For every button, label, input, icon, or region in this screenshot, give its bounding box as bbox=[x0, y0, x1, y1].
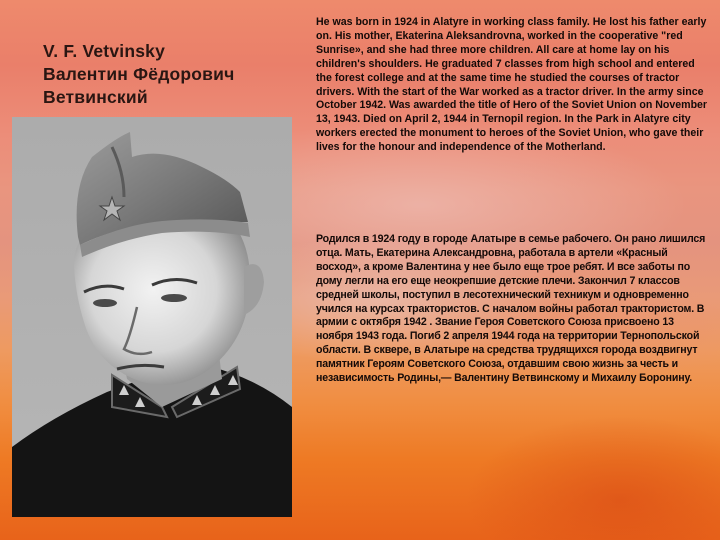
biography-russian: Родился в 1924 году в городе Алатыре в семье рабочего. Он рано лишился отца. Мать, Екатерина Александровна, работала в артели «Красный восход», а кроме Валентина у нее было еще трое ребят. И все заботы по дому легли на его еще неокрепшие детские плечи. Закончил 7 классов средней школы, поступил в лесотехнический техникум и одновременно учился на курсах трактористов. С началом войны работал трактористом. В армии с октября 1942 . Звание Героя Советского Союза присвоено 13 ноября 1943 года. Погиб 2 апреля 1944 года на территории Тернопольской области. В сквере, в Алатыре на средства трудящихся города воздвигнут памятник Героям Советского Союза, отдавшим свою жизнь за честь и независимость Родины,— Валентину Ветвинскому и Михаилу Боронину. bbox=[316, 233, 706, 385]
biography-english: He was born in 1924 in Alatyre in working class family. He lost his father early on. His mother, Ekaterina Aleksandrovna, worked in the cooperative "red Sunrise», and she had three more children. All care at home lay on his children's shoulders. He graduated 7 classes from high school and entered the forest college and at the same time he studied the courses of tractor drivers. With the start of the War worked as a tractor driver. In the army since October 1942. Was awarded the title of Hero of the Soviet Union on November 13, 1943. Died on April 2, 1944 in Ternopil region. In the Park in Alatyre city workers erected the monument to heroes of the Soviet Union, who gave their lives for the honour and independence of the Motherland. bbox=[316, 16, 708, 154]
title-name-cyrillic-first: Валентин Фёдорович bbox=[43, 64, 235, 84]
portrait-photo bbox=[12, 117, 292, 517]
title-name-latin: V. F. Vetvinsky bbox=[43, 41, 166, 61]
title-name-cyrillic-last: Ветвинский bbox=[43, 87, 148, 107]
slide-title bbox=[43, 40, 293, 109]
portrait-photo-icon bbox=[12, 117, 292, 517]
